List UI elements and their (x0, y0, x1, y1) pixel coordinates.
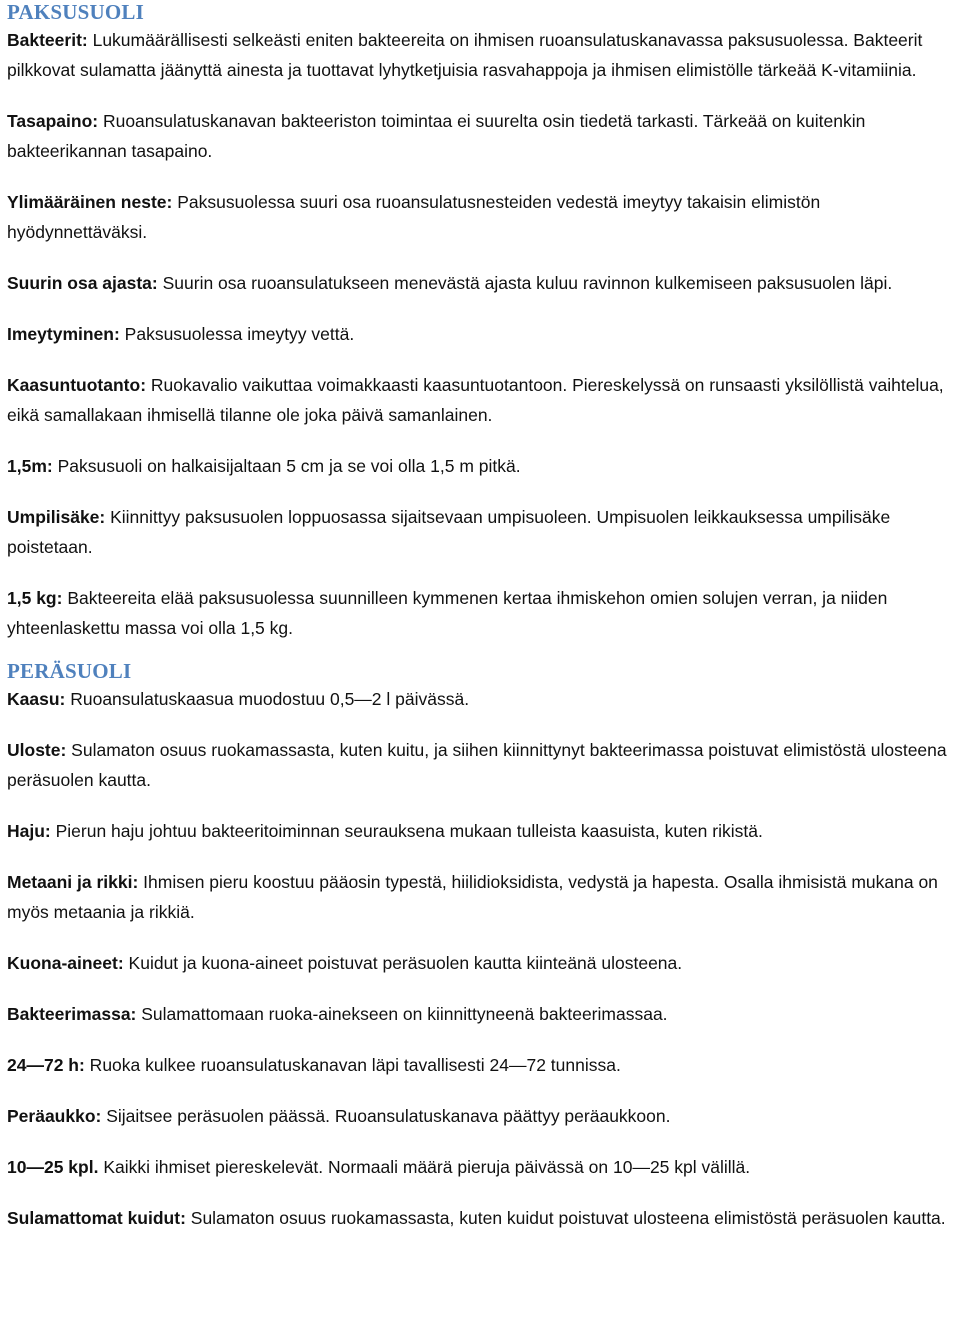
entry-suurin-osa-ajasta (7, 268, 957, 298)
entry-1-5kg (7, 583, 957, 643)
entry-10-25kpl (7, 1152, 957, 1182)
entry-term: Kuona-aineet: (7, 953, 124, 973)
entry-uloste (7, 735, 957, 795)
entry-text: Sijaitsee peräsuolen päässä. Ruoansulatuskanava päättyy peräaukkoon. (101, 1106, 671, 1126)
entry-term: Uloste: (7, 740, 67, 760)
entry-text: Sulamattomaan ruoka-ainekseen on kiinnittyneenä bakteerimassaa. (136, 1004, 668, 1024)
section-heading-paksusuoli: PAKSUSUOLI (7, 0, 144, 24)
entry-term: Imeytyminen: (7, 324, 120, 344)
entry-peraaukko (7, 1101, 957, 1131)
entry-ylimaarainen-neste (7, 187, 957, 247)
entry-text: Kaikki ihmiset piereskelevät. Normaali määrä pieruja päivässä on 10—25 kpl välillä. (98, 1157, 751, 1177)
entry-text: Ruoansulatuskaasua muodostuu 0,5—2 l päivässä. (65, 689, 470, 709)
entry-term: Bakteerimassa: (7, 1004, 137, 1024)
entry-kaasu (7, 684, 957, 714)
entry-text: Paksusuolessa suuri osa ruoansulatusnesteiden vedestä imeytyy takaisin elimistön hyödynnettäväksi. (7, 192, 821, 242)
entry-tasapaino (7, 106, 957, 166)
entry-term: 1,5m: (7, 456, 53, 476)
entry-bakteerit (7, 25, 957, 85)
entry-text: Bakteereita elää paksusuolessa suunnilleen kymmenen kertaa ihmiskehon omien solujen verran, ja niiden yhteenlaskettu massa voi olla 1,5 kg. (7, 588, 888, 638)
entry-text: Sulamaton osuus ruokamassasta, kuten kuitu, ja siihen kiinnittynyt bakteerimassa poistuvat elimistöstä ulosteena peräsuolen kautta. (7, 740, 947, 790)
entry-text: Ruoka kulkee ruoansulatuskanavan läpi tavallisesti 24—72 tunnissa. (84, 1055, 621, 1075)
entry-text: Paksusuolessa imeytyy vettä. (119, 324, 355, 344)
document-page (0, 1, 957, 1233)
entry-text: Ihmisen pieru koostuu pääosin typestä, hiilidioksidista, vedystä ja hapesta. Osalla ihmisistä mukana on myös metaania ja rikkiä. (7, 872, 938, 922)
entry-term: 10—25 kpl. (7, 1157, 99, 1177)
entry-term: Tasapaino: (7, 111, 99, 131)
entry-haju (7, 816, 957, 846)
entry-term: 1,5 kg: (7, 588, 63, 608)
entry-imeytyminen (7, 319, 957, 349)
entry-term: Metaani ja rikki: (7, 872, 139, 892)
entry-text: Lukumäärällisesti selkeästi eniten bakteereita on ihmisen ruoansulatuskanavassa paksusuolessa. Bakteerit pilkkovat sulamatta jäänyttä ainesta ja tuottavat lyhytketjuisia rasvahappoja ja ihmisen elimistölle tärkeää K-vitamiinia. (7, 30, 923, 80)
entry-sulamattomat-kuidut (7, 1203, 957, 1233)
entry-kuona-aineet (7, 948, 957, 978)
entry-term: Kaasu: (7, 689, 66, 709)
entry-text: Suurin osa ruoansulatukseen menevästä ajasta kuluu ravinnon kulkemiseen paksusuolen läpi. (157, 273, 893, 293)
entry-metaani-ja-rikki (7, 867, 957, 927)
entry-24-72h (7, 1050, 957, 1080)
entry-term: Ylimääräinen neste: (7, 192, 173, 212)
entry-text: Pierun haju johtuu bakteeritoiminnan seurauksena mukaan tulleista kaasuista, kuten rikistä. (50, 821, 763, 841)
entry-term: Bakteerit: (7, 30, 88, 50)
entry-1-5m (7, 451, 957, 481)
entry-umpilisake (7, 502, 957, 562)
entry-term: 24—72 h: (7, 1055, 85, 1075)
entry-kaasuntuotanto (7, 370, 957, 430)
entry-term: Suurin osa ajasta: (7, 273, 158, 293)
entry-text: Kuidut ja kuona-aineet poistuvat peräsuolen kautta kiinteänä ulosteena. (123, 953, 683, 973)
entry-bakteerimassa (7, 999, 957, 1029)
entry-text: Ruoansulatuskanavan bakteeriston toimintaa ei suurelta osin tiedetä tarkasti. Tärkeää on kuitenkin bakteerikannan tasapaino. (7, 111, 866, 161)
entry-term: Peräaukko: (7, 1106, 102, 1126)
entry-term: Umpilisäke: (7, 507, 106, 527)
entry-text: Paksusuoli on halkaisijaltaan 5 cm ja se voi olla 1,5 m pitkä. (52, 456, 521, 476)
section-heading-perasuoli: PERÄSUOLI (7, 659, 132, 683)
entry-text: Sulamaton osuus ruokamassasta, kuten kuidut poistuvat ulosteena elimistöstä peräsuolen kautta. (185, 1208, 946, 1228)
entry-term: Kaasuntuotanto: (7, 375, 147, 395)
entry-term: Haju: (7, 821, 51, 841)
entry-text: Ruokavalio vaikuttaa voimakkaasti kaasuntuotantoon. Piereskelyssä on runsaasti yksilöllistä vaihtelua, eikä samallakaan ihmisellä tilanne ole joka päivä samanlainen. (7, 375, 944, 425)
entry-text: Kiinnittyy paksusuolen loppuosassa sijaitsevaan umpisuoleen. Umpisuolen leikkauksessa umpilisäke poistetaan. (7, 507, 891, 557)
entry-term: Sulamattomat kuidut: (7, 1208, 186, 1228)
